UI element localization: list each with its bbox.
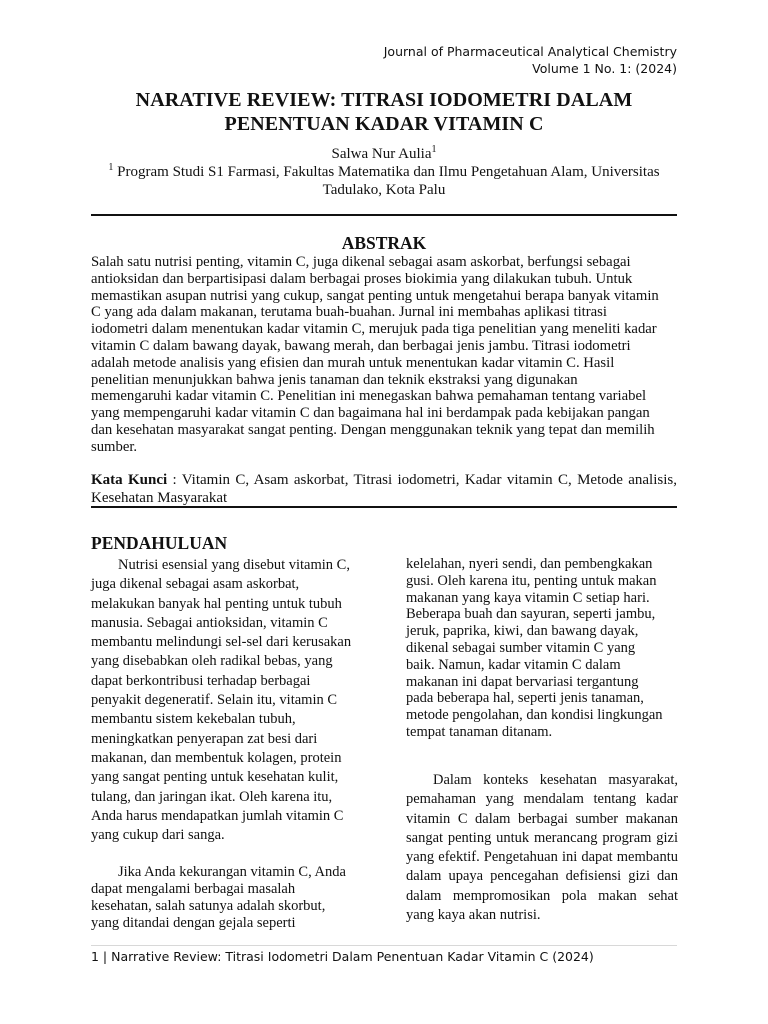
- abstract-line: C yang ada dalam makanan, terutama buah-buahan. Jurnal ini membahas aplikasi titrasi: [91, 304, 607, 321]
- paragraph-line: yang disebabkan oleh radikal bebas, yang: [91, 653, 333, 670]
- title-line-2: PENENTUAN KADAR VITAMIN C: [224, 113, 544, 135]
- keywords-divider: [91, 506, 677, 508]
- abstract-line: memengaruhi kadar vitamin C. Penelitian ini menegaskan bahwa pemahaman tentang variabel: [91, 388, 647, 405]
- page-footer: 1 | Narrative Review: Titrasi Iodometri Dalam Penentuan Kadar Vitamin C (2024): [91, 949, 594, 964]
- paragraph-line: juga dikenal sebagai asam askorbat,: [91, 576, 300, 593]
- title-line-1: NARATIVE REVIEW: TITRASI IODOMETRI DALAM: [135, 89, 633, 111]
- abstract-heading: ABSTRAK: [341, 233, 427, 253]
- section-heading: PENDAHULUAN: [91, 533, 228, 553]
- abstract-line: adalah metode analisis yang efisien dan murah untuk menentukan kadar vitamin C. Hasil: [91, 354, 615, 371]
- paragraph-line: membantu melindungi sel-sel dari kerusakan: [91, 634, 352, 651]
- journal-name: Journal of Pharmaceutical Analytical Chemistry: [383, 44, 677, 59]
- abstract-line: Salah satu nutrisi penting, vitamin C, juga dikenal sebagai asam askorbat, berfungsi sebagai: [91, 254, 631, 270]
- keywords: [91, 471, 677, 507]
- paragraph-line: membantu sistem kekebalan tubuh,: [91, 711, 296, 728]
- abstract-line: penelitian menunjukkan bahwa jenis tanaman dan teknik ekstraksi yang digunakan: [91, 371, 578, 388]
- author: [91, 145, 677, 163]
- paragraph-line: yang cukup dari sanga.: [91, 827, 225, 844]
- paper-title: [91, 88, 677, 136]
- paragraph-line: Jika Anda kekurangan vitamin C, Anda: [118, 864, 346, 880]
- footer-divider: [91, 945, 677, 946]
- paragraph-line: dapat berkontribusi terhadap berbagai: [91, 672, 311, 689]
- affiliation-superscript: 1: [108, 162, 114, 173]
- paragraph-line: penyakit degeneratif. Selain itu, vitamin C: [91, 692, 338, 709]
- paragraph-line: makanan, dan membentuk kolagen, protein: [91, 749, 342, 766]
- paragraph-line: melakukan banyak hal penting untuk tubuh: [91, 595, 342, 612]
- paragraph-line: manusia. Sebagai antioksidan, vitamin C: [91, 614, 328, 631]
- abstract-line: memastikan asupan nutrisi yang cukup, sangat penting untuk mengetahui berapa banyak vitamin: [91, 287, 659, 304]
- abstract-line: vitamin C dalam bawang dayak, bawang merah, dan berbagai jenis jambu. Titrasi iodometri: [91, 337, 631, 354]
- author-name: Salwa Nur Aulia: [331, 146, 432, 162]
- keywords-text: : Vitamin C, Asam askorbat, Titrasi iodometri, Kadar vitamin C, Metode analisis, Kesehatan Masyarakat: [91, 472, 677, 506]
- paragraph-line: Anda harus mendapatkan jumlah vitamin C: [91, 807, 344, 824]
- abstract-line: yang mempengaruhi kadar vitamin C dan bagaimana hal ini berdampak pada kebijakan pangan: [91, 405, 650, 422]
- abstract-body: [91, 254, 677, 456]
- paragraph-line: dikenal sebagai sumber vitamin C yang: [406, 639, 636, 656]
- journal-volume: Volume 1 No. 1: (2024): [532, 61, 677, 76]
- paragraph-line: kelelahan, nyeri sendi, dan pembengkakan: [406, 556, 653, 572]
- abstract-line: dan kesehatan masyarakat sangat penting. Dengan menggunakan teknik yang tepat dan memilih: [91, 421, 655, 438]
- paragraph-2: [91, 864, 367, 932]
- abstract-line: sumber.: [91, 438, 138, 455]
- author-superscript: 1: [431, 144, 437, 155]
- paragraph-line: dapat mengalami berbagai masalah: [91, 881, 296, 897]
- keywords-label: Kata Kunci: [91, 472, 168, 488]
- abstract-line: iodometri dalam menentukan kadar vitamin C, merujuk pada tiga penelitian yang meneliti kadar: [91, 321, 657, 338]
- affiliation-line-2: Tadulako, Kota Palu: [322, 182, 446, 198]
- paragraph-3: [406, 556, 678, 741]
- affiliation: [91, 163, 677, 199]
- paragraph-line: kesehatan, salah satunya adalah skorbut,: [91, 898, 326, 914]
- journal-header: [384, 43, 677, 77]
- paragraph-line: Nutrisi esensial yang disebut vitamin C,: [118, 557, 350, 573]
- paragraph-line: gusi. Oleh karena itu, penting untuk makan: [406, 572, 657, 589]
- paragraph-4: Dalam konteks kesehatan masyarakat, pemahaman yang mendalam tentang kadar vitamin C dalam berbagai sumber makanan sangat penting untuk merancang program gizi yang efektif. Pengetahuan ini dapat membantu dalam upaya pencegahan defisiensi gizi dan dalam mempromosikan pola makan sehat yang kaya akan nutrisi.: [406, 772, 678, 924]
- abstract-line: antioksidan dan berpartisipasi dalam berbagai proses biokimia yang dilakukan tubuh. Untuk: [91, 270, 633, 287]
- paragraph-line: yang ditandai dengan gejala seperti: [91, 915, 296, 931]
- paragraph-line: tulang, dan jaringan ikat. Oleh karena itu,: [91, 788, 333, 805]
- paragraph-line: metode pengolahan, dan kondisi lingkungan: [406, 707, 663, 724]
- paragraph-line: yang sangat penting untuk kesehatan kulit,: [91, 769, 339, 786]
- paragraph-line: pada beberapa hal, seperti jenis tanaman,: [406, 690, 644, 707]
- paragraph-line: baik. Namun, kadar vitamin C dalam: [406, 656, 621, 673]
- paragraph-line: makanan ini dapat bervariasi tergantung: [406, 673, 639, 690]
- paragraph-line: meningkatkan penyerapan zat besi dari: [91, 730, 318, 747]
- paragraph-line: jeruk, paprika, kiwi, dan bawang dayak,: [406, 623, 639, 640]
- paragraph-1: [91, 556, 367, 845]
- paragraph-line: tempat tanaman ditanam.: [406, 723, 553, 740]
- affiliation-line-1: Program Studi S1 Farmasi, Fakultas Matematika dan Ilmu Pengetahuan Alam, Universitas: [113, 164, 660, 180]
- header-divider: [91, 214, 677, 216]
- paragraph-line: makanan yang kaya vitamin C setiap hari.: [406, 589, 650, 606]
- paragraph-line: Beberapa buah dan sayuran, seperti jambu,: [406, 606, 656, 623]
